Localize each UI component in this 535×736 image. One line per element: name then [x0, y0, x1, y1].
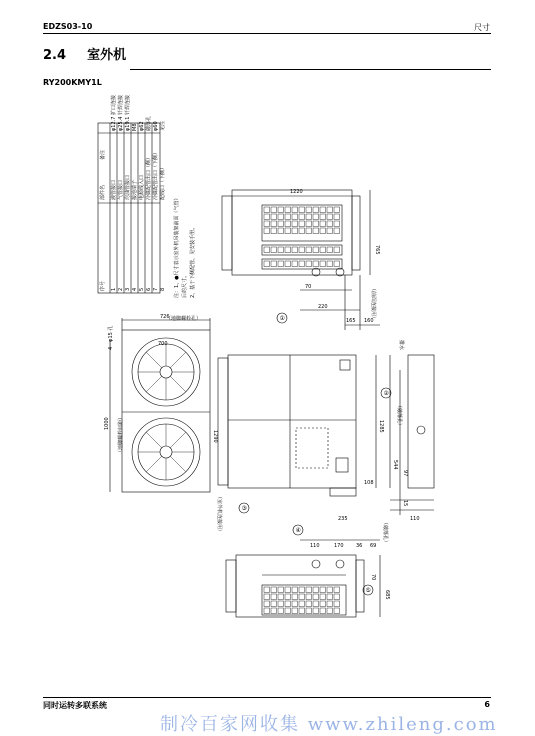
coil-cell — [278, 261, 284, 267]
coil-cell — [320, 608, 326, 614]
coil-cell — [334, 608, 340, 614]
coil-cell — [313, 587, 319, 593]
coil-cell — [278, 608, 284, 614]
dim-bottom-e: 70 — [370, 574, 376, 581]
coil-cell — [327, 214, 333, 220]
coil-cell — [285, 228, 291, 234]
dim-front-width: 726 — [160, 314, 170, 320]
coil-cell — [285, 608, 291, 614]
coil-cell — [327, 247, 333, 253]
bolt-pitch-label: （地脚螺栓间距） — [118, 414, 124, 455]
table-col-note: 备注 — [100, 149, 106, 160]
coil-cell — [292, 228, 298, 234]
section-number: 2.4 — [43, 48, 67, 63]
callout-number: ② — [383, 390, 389, 397]
dim-front-inner: 700 — [158, 341, 168, 347]
coil-cell — [264, 587, 270, 593]
dim-top-c: 165 — [346, 318, 356, 324]
coil-cell — [306, 261, 312, 267]
coil-cell — [334, 228, 340, 234]
coil-cell — [292, 608, 298, 614]
coil-cell — [313, 601, 319, 607]
coil-cell — [271, 587, 277, 593]
coil-cell — [271, 608, 277, 614]
coil-cell — [320, 587, 326, 593]
dim-side-a: 544 — [392, 460, 398, 470]
coil-cell — [306, 587, 312, 593]
coil-cell — [313, 247, 319, 253]
rear-label: （敲落孔） — [382, 520, 388, 546]
front-conn-label: （前面连接用） — [370, 286, 376, 322]
coil-cell — [306, 608, 312, 614]
table-row-no: 8 — [160, 287, 166, 291]
front-view-body — [218, 355, 390, 496]
coil-cell — [320, 207, 326, 213]
callout-number: ⑤ — [365, 587, 371, 594]
dim-top-a: 70 — [305, 284, 312, 290]
coil-cell — [292, 207, 298, 213]
coil-cell — [285, 261, 291, 267]
footer-page-number: 6 — [484, 700, 490, 709]
top-view — [222, 190, 380, 330]
table-row-no: 6 — [146, 287, 152, 291]
parts-table — [98, 123, 160, 293]
doc-code: EDZS03-10 — [43, 22, 93, 31]
coil-cell — [320, 221, 326, 227]
coil-cell — [334, 601, 340, 607]
coil-cell — [278, 228, 284, 234]
table-row-no: 4 — [132, 287, 138, 291]
dim-bottom-d: 69 — [370, 543, 377, 549]
holes-label: 4－φ15 孔 — [108, 325, 114, 350]
dim-top-b: 220 — [318, 304, 328, 310]
coil-cell — [285, 221, 291, 227]
coil-cell — [285, 207, 291, 213]
coil-cell — [271, 228, 277, 234]
coil-cell — [264, 214, 270, 220]
table-row-no: 1 — [111, 287, 117, 291]
coil-cell — [264, 221, 270, 227]
coil-cell — [264, 608, 270, 614]
coil-cell — [299, 261, 305, 267]
coil-cell — [271, 594, 277, 600]
coil-cell — [320, 594, 326, 600]
dim-top-d: 160 — [364, 318, 374, 324]
coil-cell — [299, 608, 305, 614]
coil-cell — [278, 587, 284, 593]
coil-cell — [313, 214, 319, 220]
coil-cell — [292, 214, 298, 220]
callout-number: ④ — [295, 527, 301, 534]
coil-cell — [306, 601, 312, 607]
dim-bottom-f: 685 — [384, 590, 390, 600]
coil-cell — [278, 601, 284, 607]
coil-cell — [278, 594, 284, 600]
callout-number: ③ — [241, 505, 247, 512]
table-note-line: 后的尺寸。 — [182, 272, 188, 298]
table-row-no: 3 — [125, 287, 131, 291]
coil-cell — [292, 594, 298, 600]
coil-cell — [299, 214, 305, 220]
table-note-line: 2、基于下侧配管，见安装手册。 — [190, 224, 196, 298]
coil-cell — [271, 214, 277, 220]
coil-cell — [320, 261, 326, 267]
callout-number: ① — [279, 315, 285, 322]
coil-cell — [313, 594, 319, 600]
coil-cell — [299, 594, 305, 600]
table-row-name: 冷媒配管出口（下侧） — [153, 149, 159, 200]
coil-cell — [313, 261, 319, 267]
dim-side-d: 15 — [402, 500, 408, 507]
coil-cell — [320, 601, 326, 607]
table-text — [99, 95, 196, 298]
dim-bottom-c: 36 — [356, 543, 363, 549]
coil-cell — [313, 207, 319, 213]
bottom-view — [226, 540, 380, 617]
table-row-no: 7 — [153, 287, 159, 291]
coil-cell — [292, 587, 298, 593]
dim-bottom-b: 110 — [310, 543, 320, 549]
dim-top-width: 1220 — [290, 189, 303, 195]
coil-cell — [285, 587, 291, 593]
coil-cell — [292, 247, 298, 253]
table-row-name: 电源线入口 — [139, 174, 145, 200]
coil-cell — [327, 587, 333, 593]
knockout-label: （敲落孔） — [396, 403, 402, 429]
coil-cell — [306, 221, 312, 227]
coil-cell — [306, 247, 312, 253]
section-label: 尺寸 — [474, 23, 490, 32]
coil-cell — [299, 587, 305, 593]
coil-cell — [313, 228, 319, 234]
coil-cell — [264, 247, 270, 253]
coil-cell — [285, 247, 291, 253]
coil-cell — [292, 221, 298, 227]
dim-side-b: 97 — [402, 470, 408, 477]
coil-cell — [327, 207, 333, 213]
dim-side-c: 108 — [364, 480, 374, 486]
coil-cell — [299, 601, 305, 607]
table-row-no: 5 — [139, 287, 145, 291]
coil-cell — [306, 207, 312, 213]
table-note-line: 注：1、●尺寸表示室外机吊装架前面（气管） — [174, 195, 180, 298]
coil-cell — [327, 228, 333, 234]
table-row-note: M8 — [132, 123, 138, 131]
dim-side-e: 110 — [410, 516, 420, 522]
coil-cell — [334, 221, 340, 227]
lifting-hole-label: （地脚螺栓孔） — [166, 316, 202, 322]
table-row-note: φ19.1 钎焊连接 — [125, 94, 131, 131]
footer-system-name: 同时运转多联系统 — [43, 701, 107, 710]
table-row-note: φ12.7 扩口连接 — [111, 94, 117, 131]
mount-bolt-label: （室外机连接用） — [216, 494, 222, 535]
coil-cell — [271, 261, 277, 267]
coil-cell — [299, 228, 305, 234]
coil-cell — [278, 247, 284, 253]
dim-front-mid2: 1285 — [378, 420, 384, 433]
dim-front-mid: 1000 — [104, 417, 110, 430]
coil-cell — [299, 247, 305, 253]
table-row-note: φ60 — [153, 121, 159, 131]
coil-cell — [264, 601, 270, 607]
coil-cell — [299, 207, 305, 213]
dim-top-depth: 765 — [374, 245, 380, 255]
coil-cell — [271, 207, 277, 213]
dim-front-height: 1290 — [212, 430, 218, 443]
coil-cell — [285, 601, 291, 607]
coil-cell — [313, 608, 319, 614]
coil-cell — [334, 247, 340, 253]
table-row-note: 敲落孔 — [146, 115, 152, 131]
coil-cell — [327, 221, 333, 227]
table-row-note: φ25.4 钎焊连接 — [118, 94, 124, 131]
coil-cell — [320, 247, 326, 253]
coil-cell — [271, 601, 277, 607]
coil-cell — [327, 594, 333, 600]
coil-cell — [271, 221, 277, 227]
model-number: RY200KMY1L — [43, 78, 102, 87]
dim-bottom-a: 170 — [334, 543, 344, 549]
coil-cell — [292, 261, 298, 267]
coil-cell — [306, 594, 312, 600]
coil-cell — [292, 601, 298, 607]
coil-cell — [306, 214, 312, 220]
coil-cell — [285, 214, 291, 220]
coil-cell — [320, 214, 326, 220]
coil-cell — [278, 221, 284, 227]
coil-cell — [264, 594, 270, 600]
watermark: 制冷百家网收集 www.zhileng.com — [160, 714, 498, 735]
coil-cell — [334, 214, 340, 220]
coil-cell — [327, 261, 333, 267]
table-row-no: 2 — [118, 287, 124, 291]
coil-grid — [262, 205, 342, 269]
table-row-name: 配线口（下侧） — [160, 164, 166, 200]
coil-cell — [278, 207, 284, 213]
coil-cell — [327, 608, 333, 614]
dim-side-f: 235 — [338, 516, 348, 522]
coil-cell — [285, 594, 291, 600]
coil-cell — [334, 207, 340, 213]
coil-cell — [334, 594, 340, 600]
table-row-name: 液管接口 — [111, 179, 117, 200]
table-col-name: 部件名 — [100, 184, 106, 200]
coil-cell — [264, 207, 270, 213]
table-row-name: 冷媒配管出口（侧） — [146, 154, 152, 200]
drain-label: 排水 — [398, 340, 404, 351]
footer-rule — [43, 697, 491, 698]
coil-cell — [264, 261, 270, 267]
coil-cell — [271, 247, 277, 253]
table-row-note: φ62 — [139, 121, 145, 131]
coil-cell — [306, 228, 312, 234]
section-name: 室外机 — [87, 48, 127, 63]
side-view — [390, 355, 434, 515]
coil-cell — [278, 214, 284, 220]
coil-cell — [327, 601, 333, 607]
table-row-name: 气管接口 — [118, 179, 124, 200]
table-row-name: 均油管接口 — [125, 174, 131, 200]
table-row-name: 接地端子 — [132, 179, 138, 200]
coil-cell — [320, 228, 326, 234]
coil-cell — [313, 221, 319, 227]
coil-cell — [334, 261, 340, 267]
table-col-no: 序号 — [100, 280, 106, 291]
table-row-note: 见注 — [160, 120, 166, 131]
coil-cell — [334, 587, 340, 593]
coil-cell — [264, 228, 270, 234]
coil-cell — [299, 221, 305, 227]
